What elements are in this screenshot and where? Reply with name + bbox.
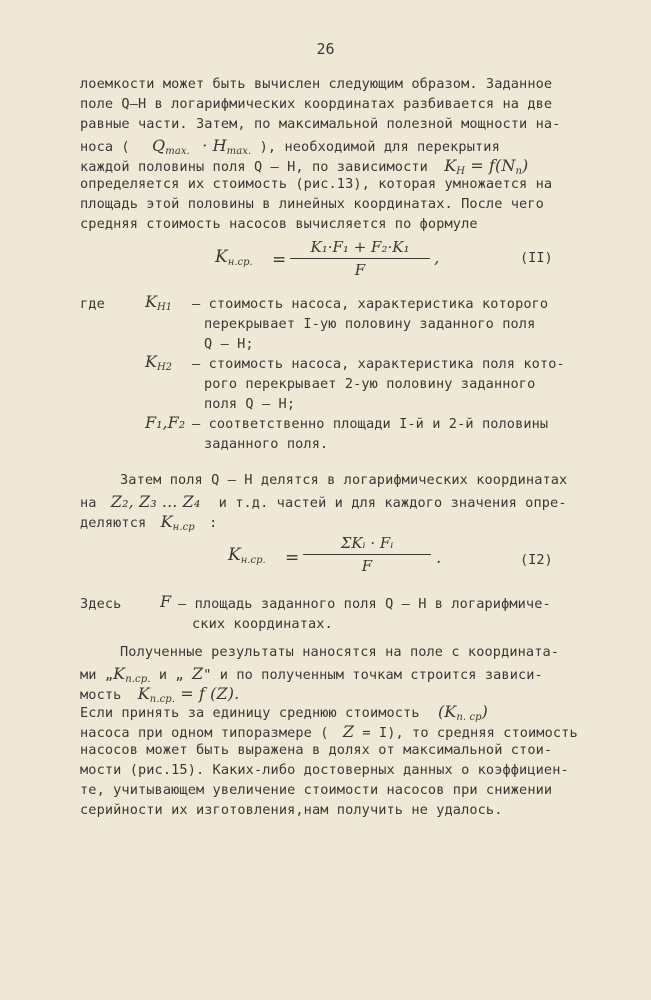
text-line [80,664,543,685]
fraction-bar [290,258,430,259]
def-symbol-f1f2: F₁,F₂ [145,413,186,432]
formula-kncp: $K_{н.ср}$ [160,512,195,533]
definition-line: рого перекрывает 2-ую половину заданного [204,376,536,392]
formula-z-list: Z₂, Z₃ ... Z₄ [110,492,201,511]
equation-12-numerator: ΣKᵢ · Fᵢ [340,534,394,552]
equation-11-equals: = [272,250,287,270]
definition-line: Q – H; [204,336,254,352]
text-line: Затем поля Q – H делятся в логарифмических координатах [120,472,568,488]
equation-12-denominator: F [361,557,373,575]
fraction-bar [303,554,431,555]
here-symbol-f: F [160,592,172,611]
text-line [80,722,578,741]
equation-11-number: (II) [520,250,553,266]
text-fragment: " и по полученным точкам строится зависи- [203,667,543,683]
text-line: равные части. Затем, по максимальной полезной мощности на- [80,116,561,132]
definition-line: – площадь заданного поля Q – H в логарифмиче- [178,596,551,612]
equation-12-equals: = [285,548,300,568]
equation-11-numerator: K₁·F₁ + F₂·K₁ [310,238,410,256]
definition-line: поля Q – H; [204,396,296,412]
equation-11-denominator: F [354,261,366,279]
text-fragment: носа ( [80,139,130,155]
text-line: площадь этой половины в линейных координатах. После чего [80,196,544,212]
text-fragment: и „ [158,667,184,683]
text-fragment: каждой половины поля Q – H, по зависимости [80,159,428,175]
equation-12-lhs: $K_{н.ср.}$ [228,545,266,566]
page-number: 26 [316,40,335,58]
text-fragment: : [209,515,218,531]
text-fragment: Если принять за единицу среднюю стоимость [80,705,420,721]
text-line: средняя стоимость насосов вычисляется по формуле [80,216,478,232]
text-line: лоемкости может быть вычислен следующим образом. Заданное [80,76,553,92]
definition-line: – стоимость насоса, характеристика поля кото- [192,356,565,372]
text-line [80,156,528,177]
text-fragment: и т.д. частей и для каждого значения опре- [218,495,567,511]
text-line [80,136,500,157]
text-fragment: = I), то средняя стоимость [362,725,578,741]
formula-dependence: $K_{n.cp.} = f$ (Z). [137,684,240,705]
formula-kncp: $K_{n.cp.}$ [113,664,151,685]
text-fragment: мость [80,687,122,703]
definition-line: заданного поля. [204,436,329,452]
equation-11-lhs: $K_{н.ср.}$ [215,247,253,268]
equation-12-trail: . [436,548,442,568]
text-line: те, учитывающем увеличение стоимости насосов при снижении [80,782,553,798]
formula-z: Z [342,722,355,741]
formula-hmax: · $H_{max.}$ [202,136,252,157]
text-fragment: ), необходимой для перекрытия [259,139,500,155]
text-fragment: насоса при одном типоразмере ( [80,725,329,741]
definition-line: ских координатах. [192,616,333,632]
equation-11-trail: , [434,248,440,268]
text-line: поле Q–H в логарифмических координатах разбивается на две [80,96,553,112]
definition-line: – соответственно площади I-й и 2-й половины [192,416,549,432]
text-line: серийности их изготовления,нам получить не удалось. [80,802,503,818]
text-line: определяется их стоимость (рис.13), которая умножается на [80,176,553,192]
formula-kh-dependence: $K_H = f(N_n)$ [444,156,529,177]
formula-z: Z [191,664,204,683]
definition-line: – стоимость насоса, характеристика которого [192,296,549,312]
equation-12-fraction [303,534,431,584]
equation-11-fraction [290,238,430,288]
here-word: Здесь [80,596,122,612]
formula-unit-cost: $(K_{n. cp})$ [437,702,489,723]
text-line [80,512,217,533]
def-symbol-kh2: $K_{H2}$ [145,352,173,373]
text-line: Полученные результаты наносятся на поле с координата- [120,644,560,660]
definition-line: перекрывает I-ую половину заданного поля [204,316,536,332]
where-word: где [80,296,105,312]
text-line: мости (рис.15). Каких-либо достоверных данных о коэффициен- [80,762,569,778]
text-line: насосов может быть выражена в долях от максимальной стои- [80,742,553,758]
text-line [80,492,567,511]
def-symbol-kh1: $K_{H1}$ [145,292,173,313]
formula-qmax: $Q_{max.}$ [152,136,190,157]
text-fragment: на [80,495,97,511]
text-fragment: ми „ [80,667,114,683]
text-line [80,702,488,723]
equation-12-number: (I2) [520,552,553,568]
text-fragment: деляются [80,515,147,531]
